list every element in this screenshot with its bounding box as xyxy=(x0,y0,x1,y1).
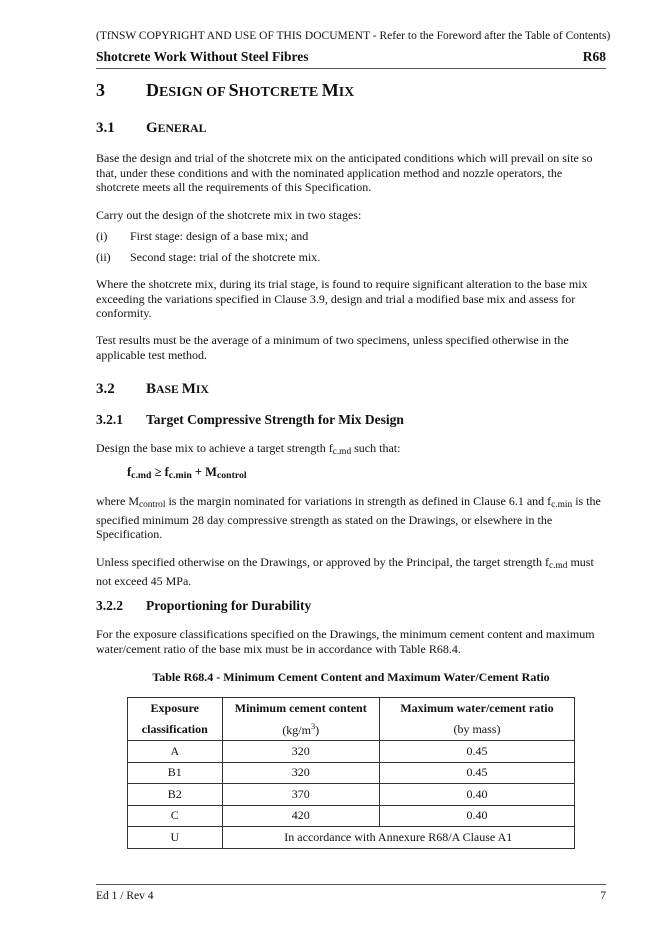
list-text: First stage: design of a base mix; and xyxy=(130,229,309,243)
table-cell: 370 xyxy=(222,784,379,806)
table-units-cell: (by mass) xyxy=(379,719,574,741)
table-header-cell: Minimum cement content xyxy=(222,698,379,720)
document-title: Shotcrete Work Without Steel Fibres xyxy=(96,49,309,64)
section-3-1-heading xyxy=(96,120,206,137)
paragraph: Test results must be the average of a minimum of two specimens, unless specified otherwise in the applicable test method. xyxy=(96,333,569,362)
paragraph: For the exposure classifications specified on the Drawings, the minimum cement content and maximum water/cement ratio of the base mix must be in accordance with Table R68.4. xyxy=(96,627,595,656)
table-header-cell: classification xyxy=(128,719,223,741)
table-cell: B2 xyxy=(128,784,223,806)
header-divider xyxy=(96,68,606,69)
document-code: R68 xyxy=(582,49,606,64)
table-units-row xyxy=(128,719,575,741)
table-header-cell: Maximum water/cement ratio xyxy=(379,698,574,720)
paragraph: Base the design and trial of the shotcrete mix on the anticipated conditions which will prevail on site so that, under these conditions and with the nominated application method and nozzle operators, the shotcrete meets all the requirements of this Specification. xyxy=(96,151,593,194)
list-item xyxy=(96,229,308,244)
section-3-heading xyxy=(96,80,354,101)
list-label: (i) xyxy=(96,229,108,243)
heading-text: Target Compressive Strength for Mix Design xyxy=(146,412,404,427)
table-row xyxy=(128,784,575,806)
table-row xyxy=(128,762,575,784)
copyright-notice: (TfNSW COPYRIGHT AND USE OF THIS DOCUMENT - Refer to the Foreword after the Table of Contents) xyxy=(96,30,611,42)
table-cell: B1 xyxy=(128,762,223,784)
section-3-2-2-heading xyxy=(96,598,311,614)
paragraph: Design the base mix to achieve a target strength $f_{c.md}$ such that: xyxy=(96,441,401,457)
table-cell: 320 xyxy=(222,762,379,784)
table-header-cell: Exposure xyxy=(128,698,223,720)
table-cell: 0.45 xyxy=(379,762,574,784)
table-row xyxy=(128,805,575,827)
heading-text: GENERAL xyxy=(146,120,207,136)
table-cell: C xyxy=(128,805,223,827)
section-3-2-1-heading xyxy=(96,412,404,428)
target-strength-formula: $f_{c.md} \ge f_{c.min} + M_{control}$ xyxy=(127,465,247,481)
table-header-row xyxy=(128,698,575,720)
paragraph: where $M_{control}$ is the margin nominated for variations in strength as defined in Clause 6.1 and $f_{c.min}$ is the specified minimum 28 day compressive strength as stated on the Drawings, or elsewhere in the Specification. xyxy=(96,494,601,541)
table-cell: U xyxy=(128,827,223,849)
page-number: 7 xyxy=(600,890,606,902)
paragraph: Unless specified otherwise on the Drawings, or approved by the Principal, the target strength $f_{c.md}$ must not exceed 45 MPa. xyxy=(96,555,594,588)
table-cell: A xyxy=(128,741,223,763)
footer-divider xyxy=(96,884,606,885)
cement-ratio-table xyxy=(127,697,575,849)
table-cell: 0.40 xyxy=(379,805,574,827)
table-cell: In accordance with Annexure R68/A Clause A1 xyxy=(222,827,574,849)
table-row xyxy=(128,827,575,849)
table-units-cell: $(kg/m^3)$ xyxy=(222,719,379,741)
section-number: 3.1 xyxy=(96,120,115,136)
section-number: 3 xyxy=(96,80,105,100)
paragraph: Where the shotcrete mix, during its trial stage, is found to require significant alteration to the base mix exceeding the variations specified in Clause 3.9, design and trial a modified base mix and assess for conformity. xyxy=(96,277,588,320)
edition-label: Ed 1 / Rev 4 xyxy=(96,890,154,902)
section-number: 3.2.2 xyxy=(96,598,123,613)
list-item xyxy=(96,250,320,265)
table-cell: 320 xyxy=(222,741,379,763)
heading-text: Proportioning for Durability xyxy=(146,598,312,613)
list-text: Second stage: trial of the shotcrete mix. xyxy=(130,250,321,264)
table-row xyxy=(128,741,575,763)
list-label: (ii) xyxy=(96,250,111,264)
heading-text: DESIGN OF SHOTCRETE MIX xyxy=(146,80,355,100)
table-caption: Table R68.4 - Minimum Cement Content and Maximum Water/Cement Ratio xyxy=(152,670,550,684)
section-number: 3.2 xyxy=(96,381,115,397)
table-cell: 0.45 xyxy=(379,741,574,763)
paragraph: Carry out the design of the shotcrete mix in two stages: xyxy=(96,208,362,222)
table-cell: 0.40 xyxy=(379,784,574,806)
heading-text: BASE MIX xyxy=(146,381,209,397)
section-3-2-heading xyxy=(96,381,209,398)
table-cell: 420 xyxy=(222,805,379,827)
section-number: 3.2.1 xyxy=(96,412,123,427)
